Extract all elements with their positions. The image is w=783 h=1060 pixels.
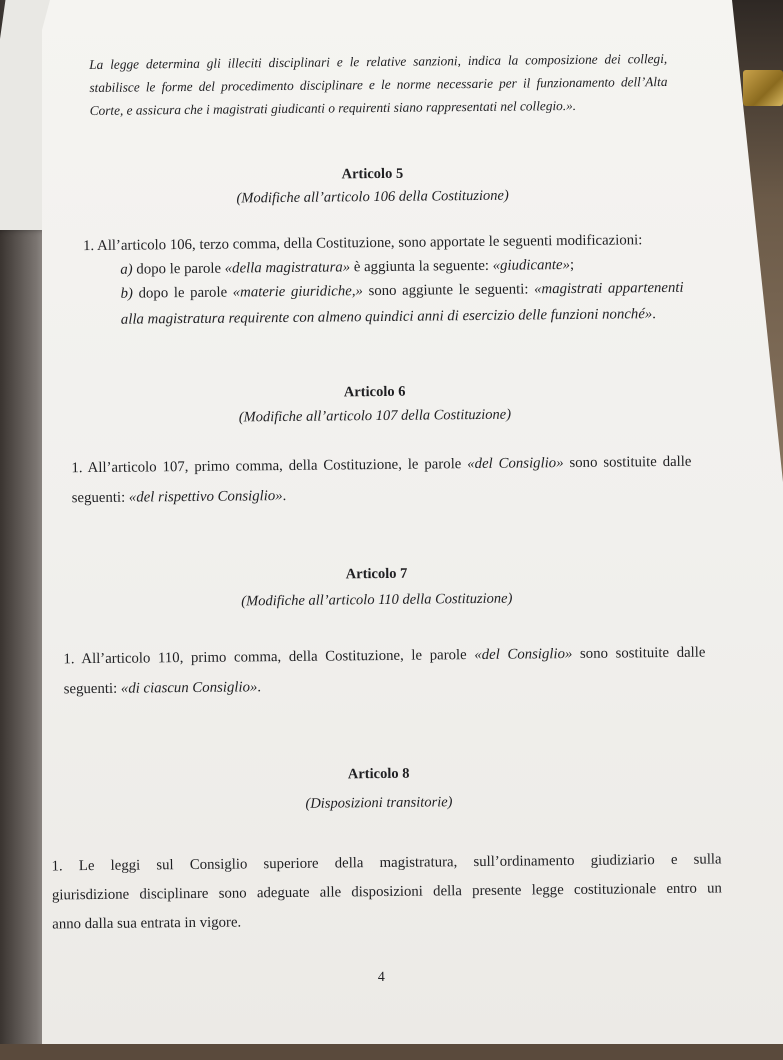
article-8-line-2: giurisdizione disciplinare sono adeguate alle disposizioni della presente legge costituzionale entro un [51,880,722,904]
article-6-text-3: seguenti: [71,489,129,507]
article-7-text-2: sono sostituite dalle [572,644,706,662]
article-7-quote-1: «del Consiglio» [474,645,573,664]
item-b-quote-2-continued: alla magistratura requirente con almeno quindici anni di esercizio delle funzioni nonché» [120,306,653,328]
article-6-body [71,447,692,513]
article-6-quote-1: «del Consiglio» [467,455,564,473]
article-7-body [63,638,706,705]
article-8-line-3: anno dalla sua entrata in vigore. [52,914,242,933]
article-5-title: Articolo 5 [341,165,404,183]
article-7-text: 1. All’articolo 110, primo comma, della Costituzione, le parole [63,647,475,668]
item-a-quote-2: «giudicante» [492,256,571,274]
article-7-subtitle: (Modifiche all’articolo 110 della Costituzione) [241,590,513,610]
item-a-text: dopo le parole [132,260,225,278]
article-5-paragraph-1: 1. All’articolo 106, terzo comma, della Costituzione, sono apportate le seguenti modificazioni: [83,232,643,255]
item-a-text-2: è aggiunta la seguente: [350,257,493,276]
article-7-end: . [257,679,262,696]
item-b-quote-2: «magistrati appartenenti [533,279,684,298]
article-7-line-2 [64,668,706,705]
article-6-title: Articolo 6 [343,383,406,401]
item-b-quote-1: «materie giuridiche,» [232,283,363,301]
article-7-quote-2: «di ciascun Consiglio» [120,679,258,697]
article-8-body [51,845,722,939]
article-7-title: Articolo 7 [345,565,408,583]
article-6-subtitle: (Modifiche all’articolo 107 della Costituzione) [238,406,512,426]
item-a-quote-1: «della magistratura» [224,259,351,277]
intro-paragraph: La legge determina gli illeciti disciplinari e le relative sanzioni, indica la composizione dei collegi, stabilisce le forme del procedimento disciplinare e le norme necessarie per il funzionamento dell’Alta Corte, e assicura che i magistrati giudicanti o requirenti siano rappresentati nel collegio.». [89,50,668,119]
item-b-label: b) [120,285,134,302]
item-b-text: dopo le parole [132,284,233,302]
article-6-line-2 [72,477,692,513]
article-6-text-2: sono sostituite dalle [563,453,692,472]
item-a-end: ; [569,256,575,273]
article-6-end: . [282,487,287,505]
page-number: 4 [377,969,385,986]
article-5-body [83,225,684,335]
article-8-line-1: 1. Le leggi sul Consiglio superiore della magistratura, sull’ordinamento giudiziario e sulla [51,851,722,875]
article-6-quote-2: «del rispettivo Consiglio» [128,488,283,506]
item-b-end: . [652,306,657,323]
article-5-subtitle: (Modifiche all’articolo 106 della Costituzione) [236,187,509,207]
article-5-item-b-continued [84,299,684,335]
article-8-title: Articolo 8 [347,765,410,783]
article-6-text: 1. All’articolo 107, primo comma, della Costituzione, le parole [71,456,468,477]
item-b-text-2: sono aggiunte le seguenti: [362,281,535,300]
article-7-text-3: seguenti: [63,680,121,698]
item-a-label: a) [120,261,133,278]
article-8-subtitle: (Disposizioni transitorie) [305,794,453,812]
